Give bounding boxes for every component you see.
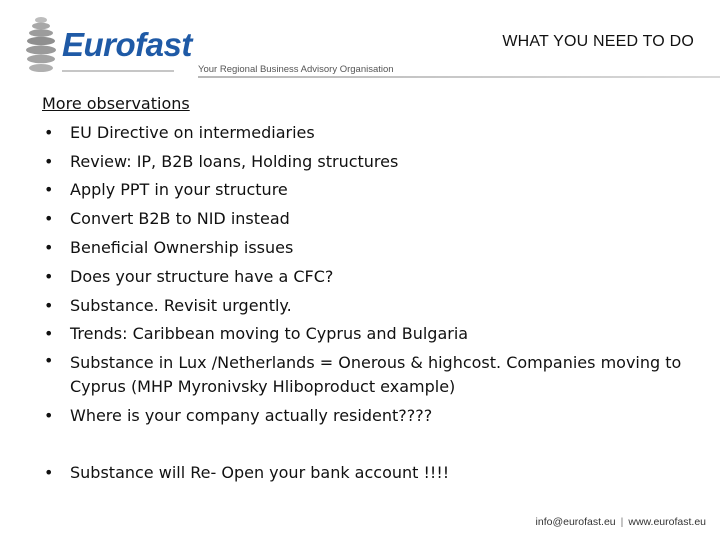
bullet-icon: • bbox=[44, 462, 54, 482]
bullet-icon: • bbox=[44, 151, 54, 171]
bullet-icon: • bbox=[44, 122, 54, 142]
list-item-text: EU Directive on intermediaries bbox=[70, 122, 315, 142]
list-item-text: Does your structure have a CFC? bbox=[70, 266, 334, 286]
list-item bbox=[42, 402, 692, 431]
list-item bbox=[42, 176, 692, 205]
slide-header bbox=[0, 0, 720, 84]
bullet-icon: • bbox=[44, 295, 54, 315]
bullet-icon: • bbox=[44, 324, 54, 344]
list-item-text: Substance will Re- Open your bank account !!!! bbox=[70, 462, 450, 482]
list-item-text: Substance. Revisit urgently. bbox=[70, 295, 292, 315]
list-item-text: Review: IP, B2B loans, Holding structures bbox=[70, 151, 399, 171]
brand-tagline: Your Regional Business Advisory Organisation bbox=[198, 64, 394, 75]
bullet-icon: • bbox=[44, 209, 54, 229]
brand-logo: Eurofast bbox=[62, 26, 192, 63]
observations-list bbox=[42, 119, 692, 488]
logo-underline bbox=[62, 70, 174, 72]
list-item bbox=[42, 349, 692, 402]
list-item bbox=[42, 234, 692, 263]
footer-separator: | bbox=[620, 516, 624, 528]
list-item bbox=[42, 148, 692, 177]
bullet-icon: • bbox=[44, 180, 54, 200]
bullet-icon: • bbox=[44, 351, 54, 371]
footer-website: www.eurofast.eu bbox=[628, 516, 706, 528]
bullet-icon: • bbox=[44, 237, 54, 257]
list-item bbox=[42, 119, 692, 148]
stacked-stones-icon bbox=[24, 14, 58, 76]
slide-body bbox=[42, 90, 692, 488]
list-item-text: Beneficial Ownership issues bbox=[70, 237, 294, 257]
list-item-text: Where is your company actually resident???? bbox=[70, 406, 433, 426]
slide-title: WHAT YOU NEED TO DO bbox=[502, 33, 694, 50]
list-item bbox=[42, 292, 692, 321]
list-item bbox=[42, 263, 692, 292]
footer-email: info@eurofast.eu bbox=[535, 516, 616, 528]
list-item-text: Convert B2B to NID instead bbox=[70, 209, 290, 229]
slide-footer bbox=[536, 516, 706, 528]
list-item bbox=[42, 459, 692, 488]
bullet-icon: • bbox=[44, 406, 54, 426]
list-item-text: Trends: Caribbean moving to Cyprus and Bulgaria bbox=[70, 324, 469, 344]
header-divider bbox=[198, 76, 720, 78]
section-heading: More observations bbox=[42, 94, 190, 113]
list-item bbox=[42, 320, 692, 349]
list-item-text: Substance in Lux /Netherlands = Onerous & highcost. Companies moving to Cyprus (MHP Myronivsky Hliboproduct example) bbox=[70, 353, 682, 397]
list-item-text: Apply PPT in your structure bbox=[70, 180, 288, 200]
bullet-icon: • bbox=[44, 266, 54, 286]
list-item bbox=[42, 205, 692, 234]
